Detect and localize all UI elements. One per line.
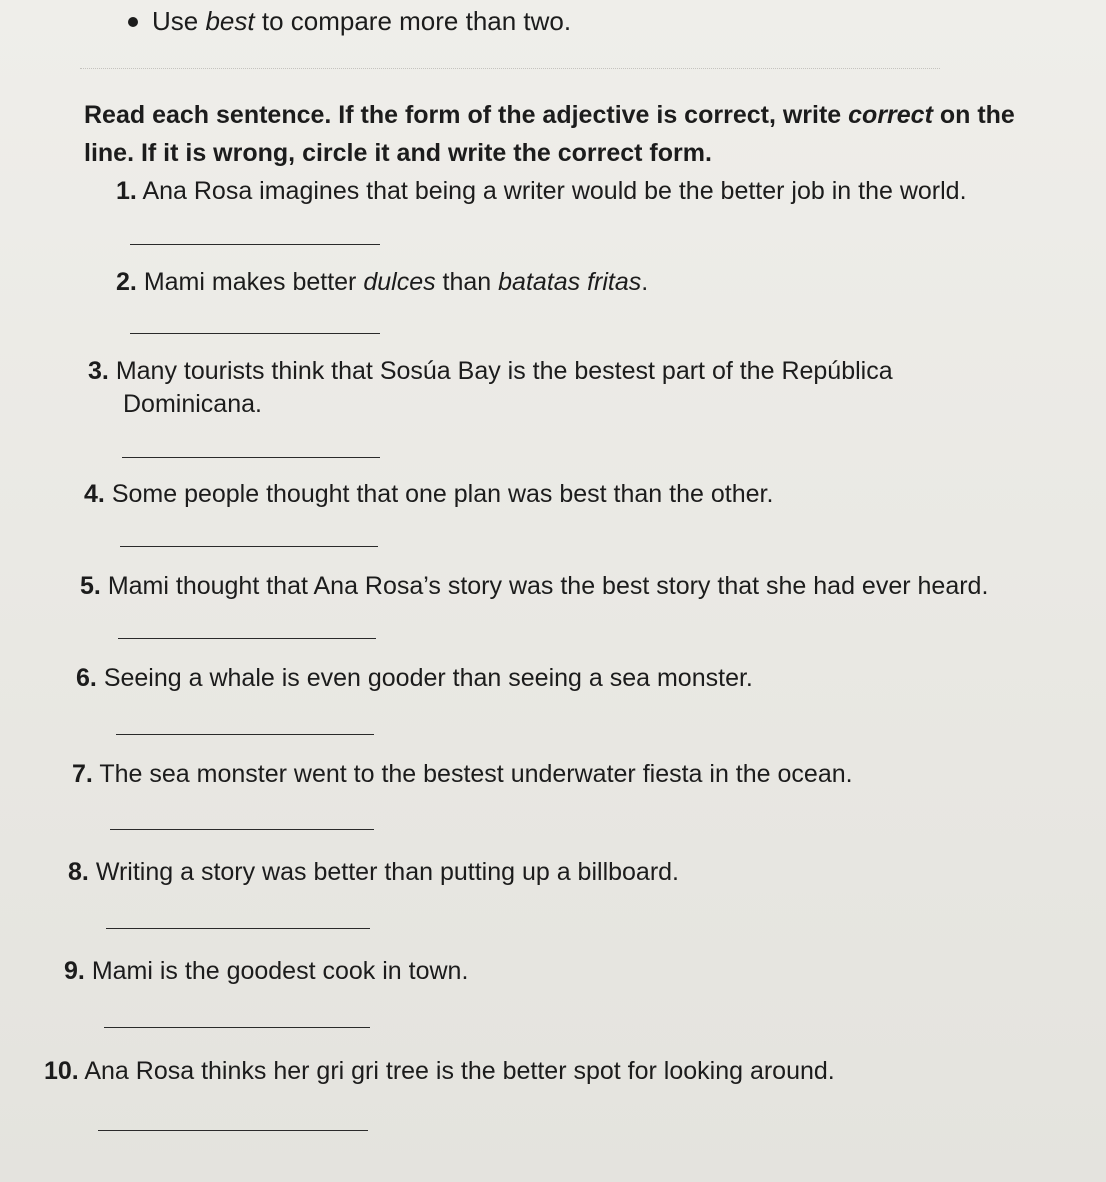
question-text: Some people thought that one plan was best than the other.	[111, 480, 774, 508]
tip-text: Use best to compare more than two.	[152, 6, 572, 36]
question-number: 6.	[76, 664, 97, 692]
question-text: Many tourists think that Sosúa Bay is the bestest part of the República	[115, 357, 893, 385]
question-item-7	[72, 758, 853, 791]
question-text: The sea monster went to the bestest underwater fiesta in the ocean.	[99, 760, 853, 788]
instructions: Read each sentence. If the form of the adjective is correct, write correct on the line. If it is wrong, circle it and write the correct form.	[84, 101, 1015, 167]
question-item-5	[80, 570, 988, 603]
question-item-9	[64, 955, 468, 988]
answer-line-2[interactable]	[130, 333, 380, 334]
question-text: Ana Rosa thinks her gri gri tree is the better spot for looking around.	[84, 1057, 835, 1085]
answer-line-9[interactable]	[104, 1027, 370, 1028]
question-item-3	[88, 355, 1048, 421]
question-item-1	[116, 175, 967, 208]
question-item-10	[44, 1055, 835, 1088]
question-text: Ana Rosa imagines that being a writer would be the better job in the world.	[142, 177, 967, 205]
question-text-continued: Dominicana.	[123, 390, 262, 418]
question-item-8	[68, 856, 679, 889]
question-number: 4.	[84, 480, 105, 508]
answer-line-4[interactable]	[120, 546, 378, 547]
answer-line-6[interactable]	[116, 734, 374, 735]
question-number: 1.	[116, 177, 137, 205]
question-item-6	[76, 662, 753, 695]
question-number: 10.	[44, 1057, 79, 1085]
tip-bullet	[128, 6, 571, 37]
question-text: Seeing a whale is even gooder than seeing a sea monster.	[103, 664, 753, 692]
answer-line-10[interactable]	[98, 1130, 368, 1131]
bullet-dot	[128, 17, 138, 27]
answer-line-8[interactable]	[106, 928, 370, 929]
question-text: Mami is the goodest cook in town.	[91, 957, 469, 985]
question-text: Writing a story was better than putting up a billboard.	[95, 858, 680, 886]
question-text: Mami thought that Ana Rosa’s story was the best story that she had ever heard.	[107, 572, 989, 600]
answer-line-1[interactable]	[130, 244, 380, 245]
question-number: 5.	[80, 572, 101, 600]
answer-line-7[interactable]	[110, 829, 374, 830]
answer-line-5[interactable]	[118, 638, 376, 639]
section-divider	[80, 68, 940, 69]
question-number: 2.	[116, 268, 137, 296]
question-item-2	[116, 266, 648, 299]
question-number: 9.	[64, 957, 85, 985]
question-item-4	[84, 478, 773, 511]
question-number: 8.	[68, 858, 89, 886]
question-number: 7.	[72, 760, 93, 788]
question-number: 3.	[88, 357, 109, 385]
answer-line-3[interactable]	[122, 457, 380, 458]
question-text: Mami makes better dulces than batatas fritas.	[143, 268, 649, 296]
